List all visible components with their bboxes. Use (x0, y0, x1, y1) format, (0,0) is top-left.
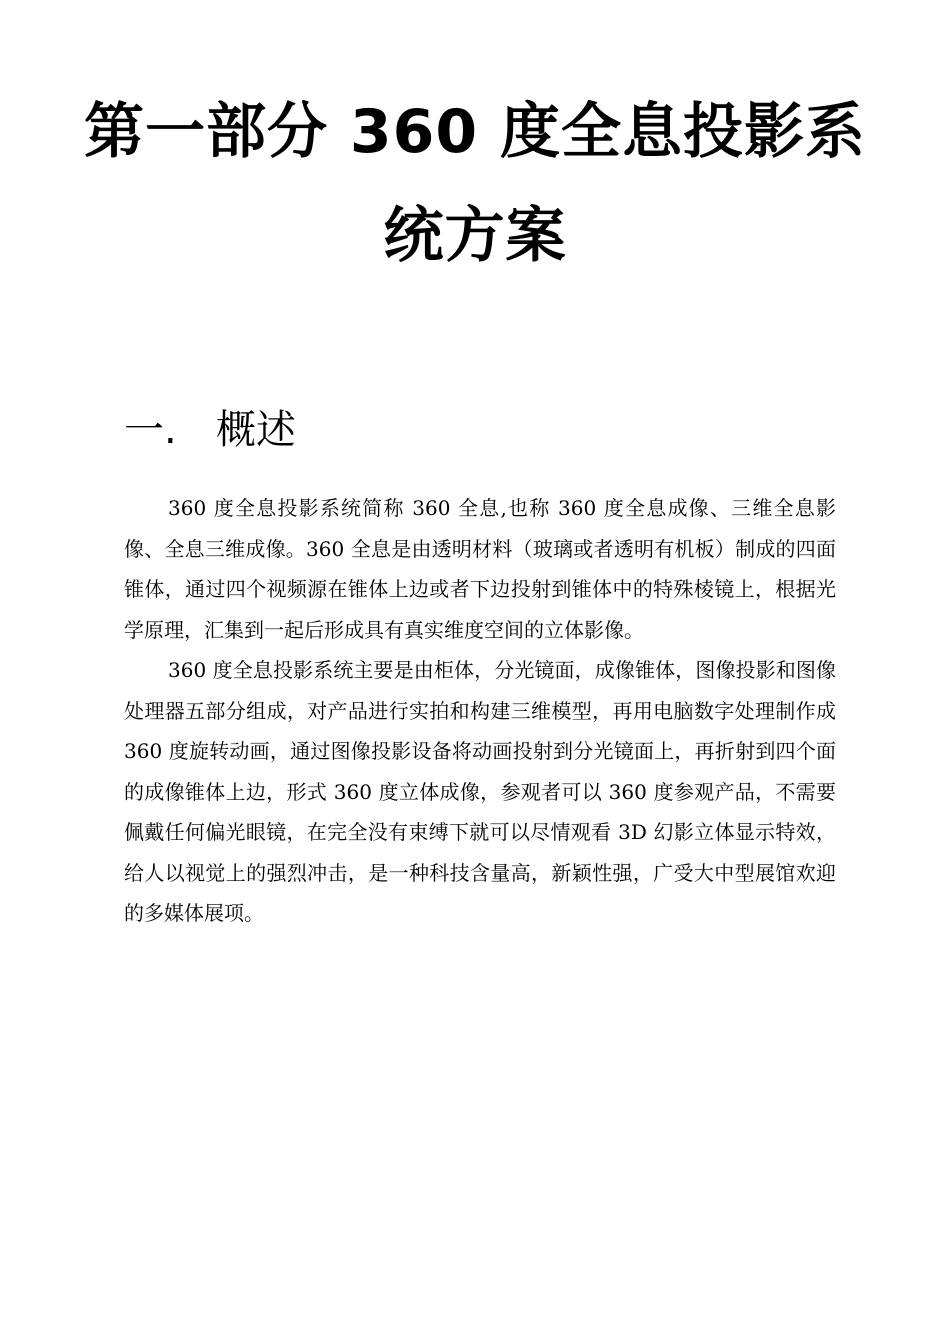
section-body (124, 488, 836, 934)
document-title (0, 80, 950, 288)
title-line-2: 统方案 (383, 201, 567, 271)
section-number: 一. (124, 407, 177, 453)
section-title: 概述 (216, 407, 296, 453)
section-heading (124, 400, 296, 460)
paragraph: 360 度全息投影系统主要是由柜体，分光镜面，成像锥体，图像投影和图像处理器五部分组成，对产品进行实拍和构建三维模型，再用电脑数字处理制作成 360 度旋转动画，通过图像投影设备将动画投射到分光镜面上，再折射到四个面的成像锥体上边，形式 360 度立体成像，参观者可以 360 度参观产品，不需要佩戴任何偏光眼镜，在完全没有束缚下就可以尽情观看 3D 幻影立体显示特效，给人以视觉上的强烈冲击，是一种科技含量高，新颖性强，广受大中型展馆欢迎的多媒体展项。 (124, 658, 836, 925)
paragraph: 360 度全息投影系统简称 360 全息,也称 360 度全息成像、三维全息影像、全息三维成像。360 全息是由透明材料（玻璃或者透明有机板）制成的四面锥体，通过四个视频源在锥体上边或者下边投射到锥体中的特殊棱镜上，根据光学原理，汇集到一起后形成具有真实维度空间的立体影像。 (124, 496, 836, 642)
title-line-1: 第一部分 360 度全息投影系 (83, 97, 867, 167)
